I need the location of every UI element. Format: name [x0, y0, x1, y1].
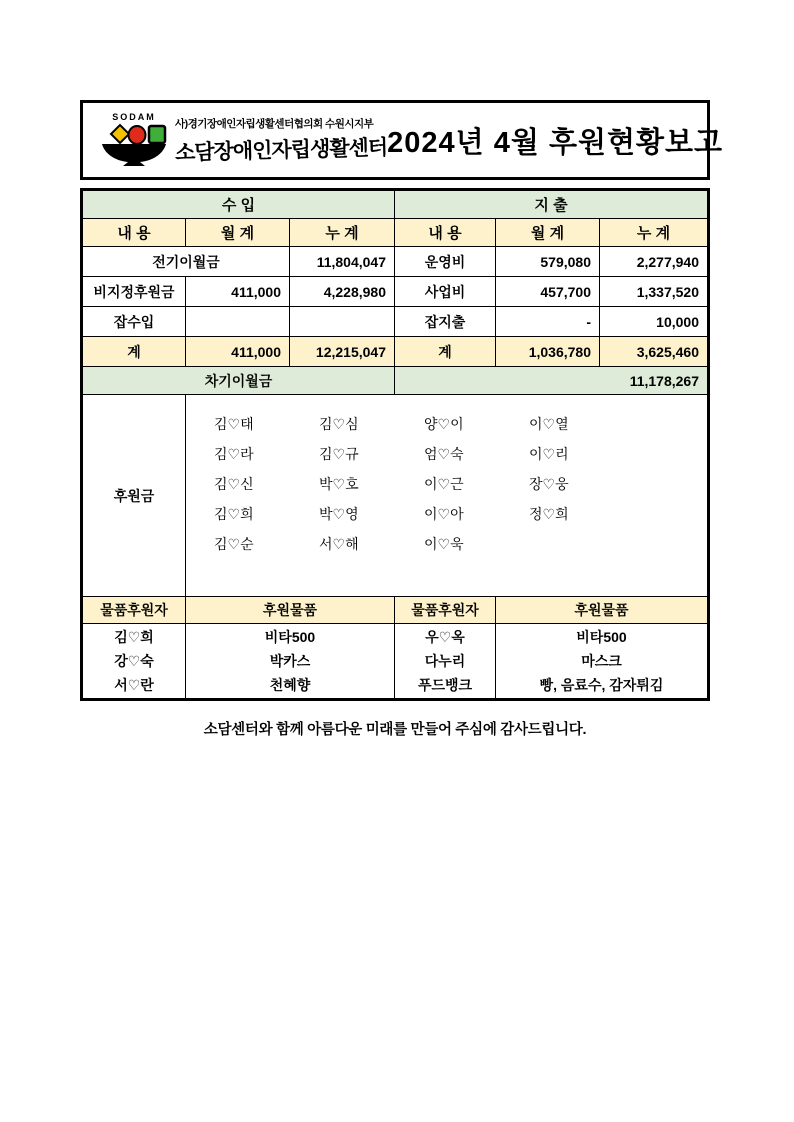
donor-column — [529, 409, 634, 559]
donor-name: 김♡신 — [214, 476, 254, 492]
donation-summary-table — [80, 188, 710, 701]
goods-donors-right-cell — [395, 624, 496, 698]
donor-name-grid — [186, 395, 634, 559]
income-row-cumulative: 4,228,980 — [290, 277, 395, 306]
donor-name: 엄♡숙 — [424, 446, 464, 462]
donor-column — [424, 409, 529, 559]
goods-donor: 다누리 — [424, 653, 466, 669]
sodam-logo — [83, 112, 171, 168]
report-header — [80, 100, 724, 180]
expense-row-cumulative: 10,000 — [656, 313, 699, 330]
org-association-name: 사)경기장애인자립생활센터협의회 수원시지부 — [175, 118, 374, 130]
goods-item: 비타500 — [576, 629, 627, 645]
expense-row-name: 사업비 — [395, 277, 496, 306]
income-total-month: 411,000 — [186, 337, 290, 366]
carryover-label: 차기이월금 — [83, 367, 395, 394]
table-row-totals — [83, 337, 707, 367]
expense-cumulative-header: 누 계 — [600, 219, 707, 246]
table-row — [83, 247, 707, 277]
donations-label: 후원금 — [83, 395, 186, 596]
goods-item-header-right: 후원물품 — [496, 597, 707, 623]
goods-item: 천혜향 — [269, 677, 311, 693]
goods-item-header-left: 후원물품 — [186, 597, 395, 623]
donor-name: 박♡영 — [319, 506, 359, 522]
thank-you-message: 소담센터와 함께 아름다운 미래를 만들어 주심에 감사드립니다. — [203, 722, 587, 738]
goods-donor: 우♡옥 — [425, 629, 465, 645]
goods-donor: 푸드뱅크 — [417, 677, 473, 693]
expense-total-cumulative: 3,625,460 — [600, 337, 707, 366]
donor-name: 이♡근 — [424, 476, 464, 492]
table-row-group-header — [83, 191, 707, 219]
expense-row-month: 457,700 — [496, 277, 600, 306]
income-row-name: 잡수입 — [83, 307, 186, 336]
goods-donor-header-left: 물품후원자 — [83, 597, 186, 623]
income-month-header: 월 계 — [186, 219, 290, 246]
donor-name: 이♡열 — [529, 416, 569, 432]
goods-donor: 서♡란 — [114, 677, 154, 693]
donor-name: 이♡욱 — [424, 536, 464, 552]
donor-name: 김♡태 — [214, 416, 254, 432]
donor-name: 장♡웅 — [529, 476, 569, 492]
income-section-header: 수 입 — [83, 191, 395, 218]
donor-name: 양♡이 — [424, 416, 464, 432]
table-row-goods-body — [83, 624, 707, 698]
donor-name: 김♡순 — [214, 536, 254, 552]
carryover-value: 11,178,267 — [395, 367, 707, 394]
goods-item: 박카스 — [269, 653, 311, 669]
logo-wordmark: SODAM — [112, 112, 156, 122]
income-total-label: 계 — [83, 337, 186, 366]
expense-month-header: 월 계 — [496, 219, 600, 246]
income-row-name: 비지정후원금 — [83, 277, 186, 306]
table-row — [83, 277, 707, 307]
donor-name: 김♡희 — [214, 506, 254, 522]
donor-column — [319, 409, 424, 559]
table-row-donors — [83, 395, 707, 597]
table-row-carryover — [83, 367, 707, 395]
income-cumulative-header: 누 계 — [290, 219, 395, 246]
table-row-column-headers — [83, 219, 707, 247]
table-row — [83, 307, 707, 337]
goods-donor: 김♡희 — [114, 629, 154, 645]
donor-name: 이♡아 — [424, 506, 464, 522]
donor-name: 김♡규 — [319, 446, 359, 462]
income-total-cumulative: 12,215,047 — [290, 337, 395, 366]
goods-item: 마스크 — [581, 653, 622, 669]
donor-column — [214, 409, 319, 559]
donor-name: 김♡라 — [214, 446, 254, 462]
income-row-month — [186, 307, 290, 336]
expense-row-name: 운영비 — [395, 247, 496, 276]
org-identity — [171, 116, 387, 164]
expense-content-header: 내 용 — [395, 219, 496, 246]
income-row-month: 411,000 — [186, 277, 290, 306]
goods-item: 비타500 — [264, 629, 316, 645]
donor-name: 이♡리 — [529, 446, 569, 462]
sodam-bowl-icon — [100, 122, 168, 168]
donor-name: 정♡희 — [529, 506, 569, 522]
expense-row-name: 잡지출 — [395, 307, 496, 336]
expense-row-month: 579,080 — [496, 247, 600, 276]
org-center-name: 소담장애인자립생활센터 — [174, 136, 388, 165]
expense-row-cumulative: 1,337,520 — [636, 283, 699, 300]
donor-name: 서♡해 — [319, 536, 359, 552]
donor-names-cell — [186, 395, 707, 596]
goods-donors-left-cell — [83, 624, 186, 698]
income-row-cumulative: 11,804,047 — [290, 247, 395, 276]
goods-donor: 강♡숙 — [114, 653, 154, 669]
goods-items-left-cell — [186, 624, 395, 698]
page-title: 2024년 4월 후원현황보고 — [387, 126, 724, 159]
expense-row-month: - — [496, 307, 600, 336]
donor-name: 김♡심 — [319, 416, 359, 432]
expense-total-label: 계 — [395, 337, 496, 366]
goods-donor-header-right: 물품후원자 — [395, 597, 496, 623]
expense-total-month: 1,036,780 — [496, 337, 600, 366]
income-row-cumulative — [290, 307, 395, 336]
table-row-goods-header — [83, 597, 707, 624]
expense-row-cumulative: 2,277,940 — [636, 253, 699, 270]
expense-section-header: 지 출 — [395, 191, 707, 218]
income-row-name: 전기이월금 — [83, 247, 290, 276]
goods-items-right-cell — [496, 624, 707, 698]
donor-name: 박♡호 — [319, 476, 359, 492]
goods-item: 빵, 음료수, 감자튀김 — [539, 677, 664, 693]
income-content-header: 내 용 — [83, 219, 186, 246]
